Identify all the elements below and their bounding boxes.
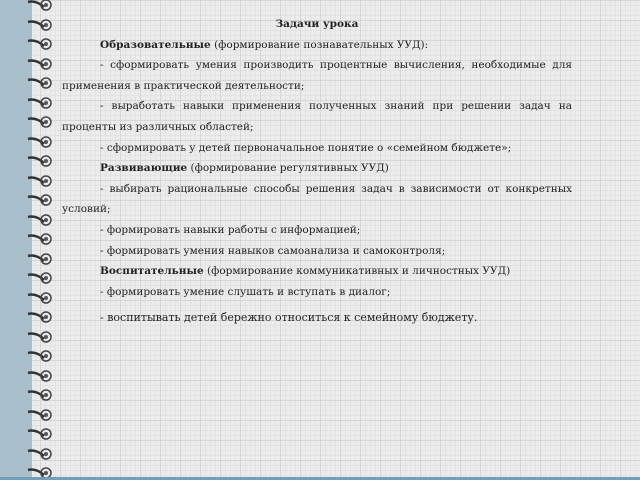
spiral-ring-icon (26, 154, 56, 168)
spiral-ring-icon (26, 232, 56, 246)
section-heading: Образовательные (100, 38, 211, 51)
spiral-ring-icon (26, 271, 56, 285)
spiral-ring-icon (26, 96, 56, 110)
spiral-ring-icon (26, 447, 56, 461)
spiral-ring-icon (26, 388, 56, 402)
spiral-ring-icon (26, 252, 56, 266)
list-item: - формировать умения навыков самоанализа и самоконтроля; (100, 244, 446, 257)
section-heading: Воспитательные (100, 265, 204, 278)
spiral-ring-icon (26, 18, 56, 32)
spiral-ring-icon (26, 427, 56, 441)
section-upbringing (62, 261, 572, 329)
list-item: - формировать навыки работы с информацией; (100, 223, 361, 236)
section-developmental (62, 158, 572, 261)
spiral-ring-icon (26, 174, 56, 188)
list-item: - сформировать у детей первоначальное понятие о «семейном бюджете»; (100, 141, 512, 154)
section-educational (62, 35, 572, 159)
list-item: - формировать умение слушать и вступать в диалог; (100, 285, 391, 298)
lesson-objectives (62, 14, 572, 329)
list-item: - сформировать умения производить процентные вычисления, необходимые для применения в практической деятельности; (62, 59, 572, 92)
slide-title: Задачи урока (275, 18, 359, 30)
spiral-ring-icon (26, 291, 56, 305)
spiral-ring-icon (26, 408, 56, 422)
section-note: (формирование познавательных УУД): (214, 38, 429, 51)
spiral-ring-icon (26, 76, 56, 90)
spiral-ring-icon (26, 135, 56, 149)
list-item: - выбирать рациональные способы решения задач в зависимости от конкретных условий; (62, 182, 572, 216)
spiral-ring-icon (26, 57, 56, 71)
list-item: - выработать навыки применения полученных знаний при решении задач на проценты из различных областей; (62, 100, 572, 133)
section-note: (формирование регулятивных УУД) (190, 162, 389, 175)
spiral-ring-icon (26, 0, 56, 12)
spiral-ring-icon (26, 349, 56, 363)
spiral-ring-icon (26, 310, 56, 324)
section-note: (формирование коммуникативных и личностных УУД) (207, 265, 511, 278)
section-heading: Развивающие (100, 162, 188, 175)
spiral-ring-icon (26, 369, 56, 383)
spiral-ring-icon (26, 213, 56, 227)
spiral-ring-icon (26, 330, 56, 344)
spiral-ring-icon (26, 193, 56, 207)
spiral-ring-icon (26, 37, 56, 51)
spiral-ring-icon (26, 115, 56, 129)
list-item: - воспитывать детей бережно относиться к семейному бюджету. (100, 311, 478, 325)
